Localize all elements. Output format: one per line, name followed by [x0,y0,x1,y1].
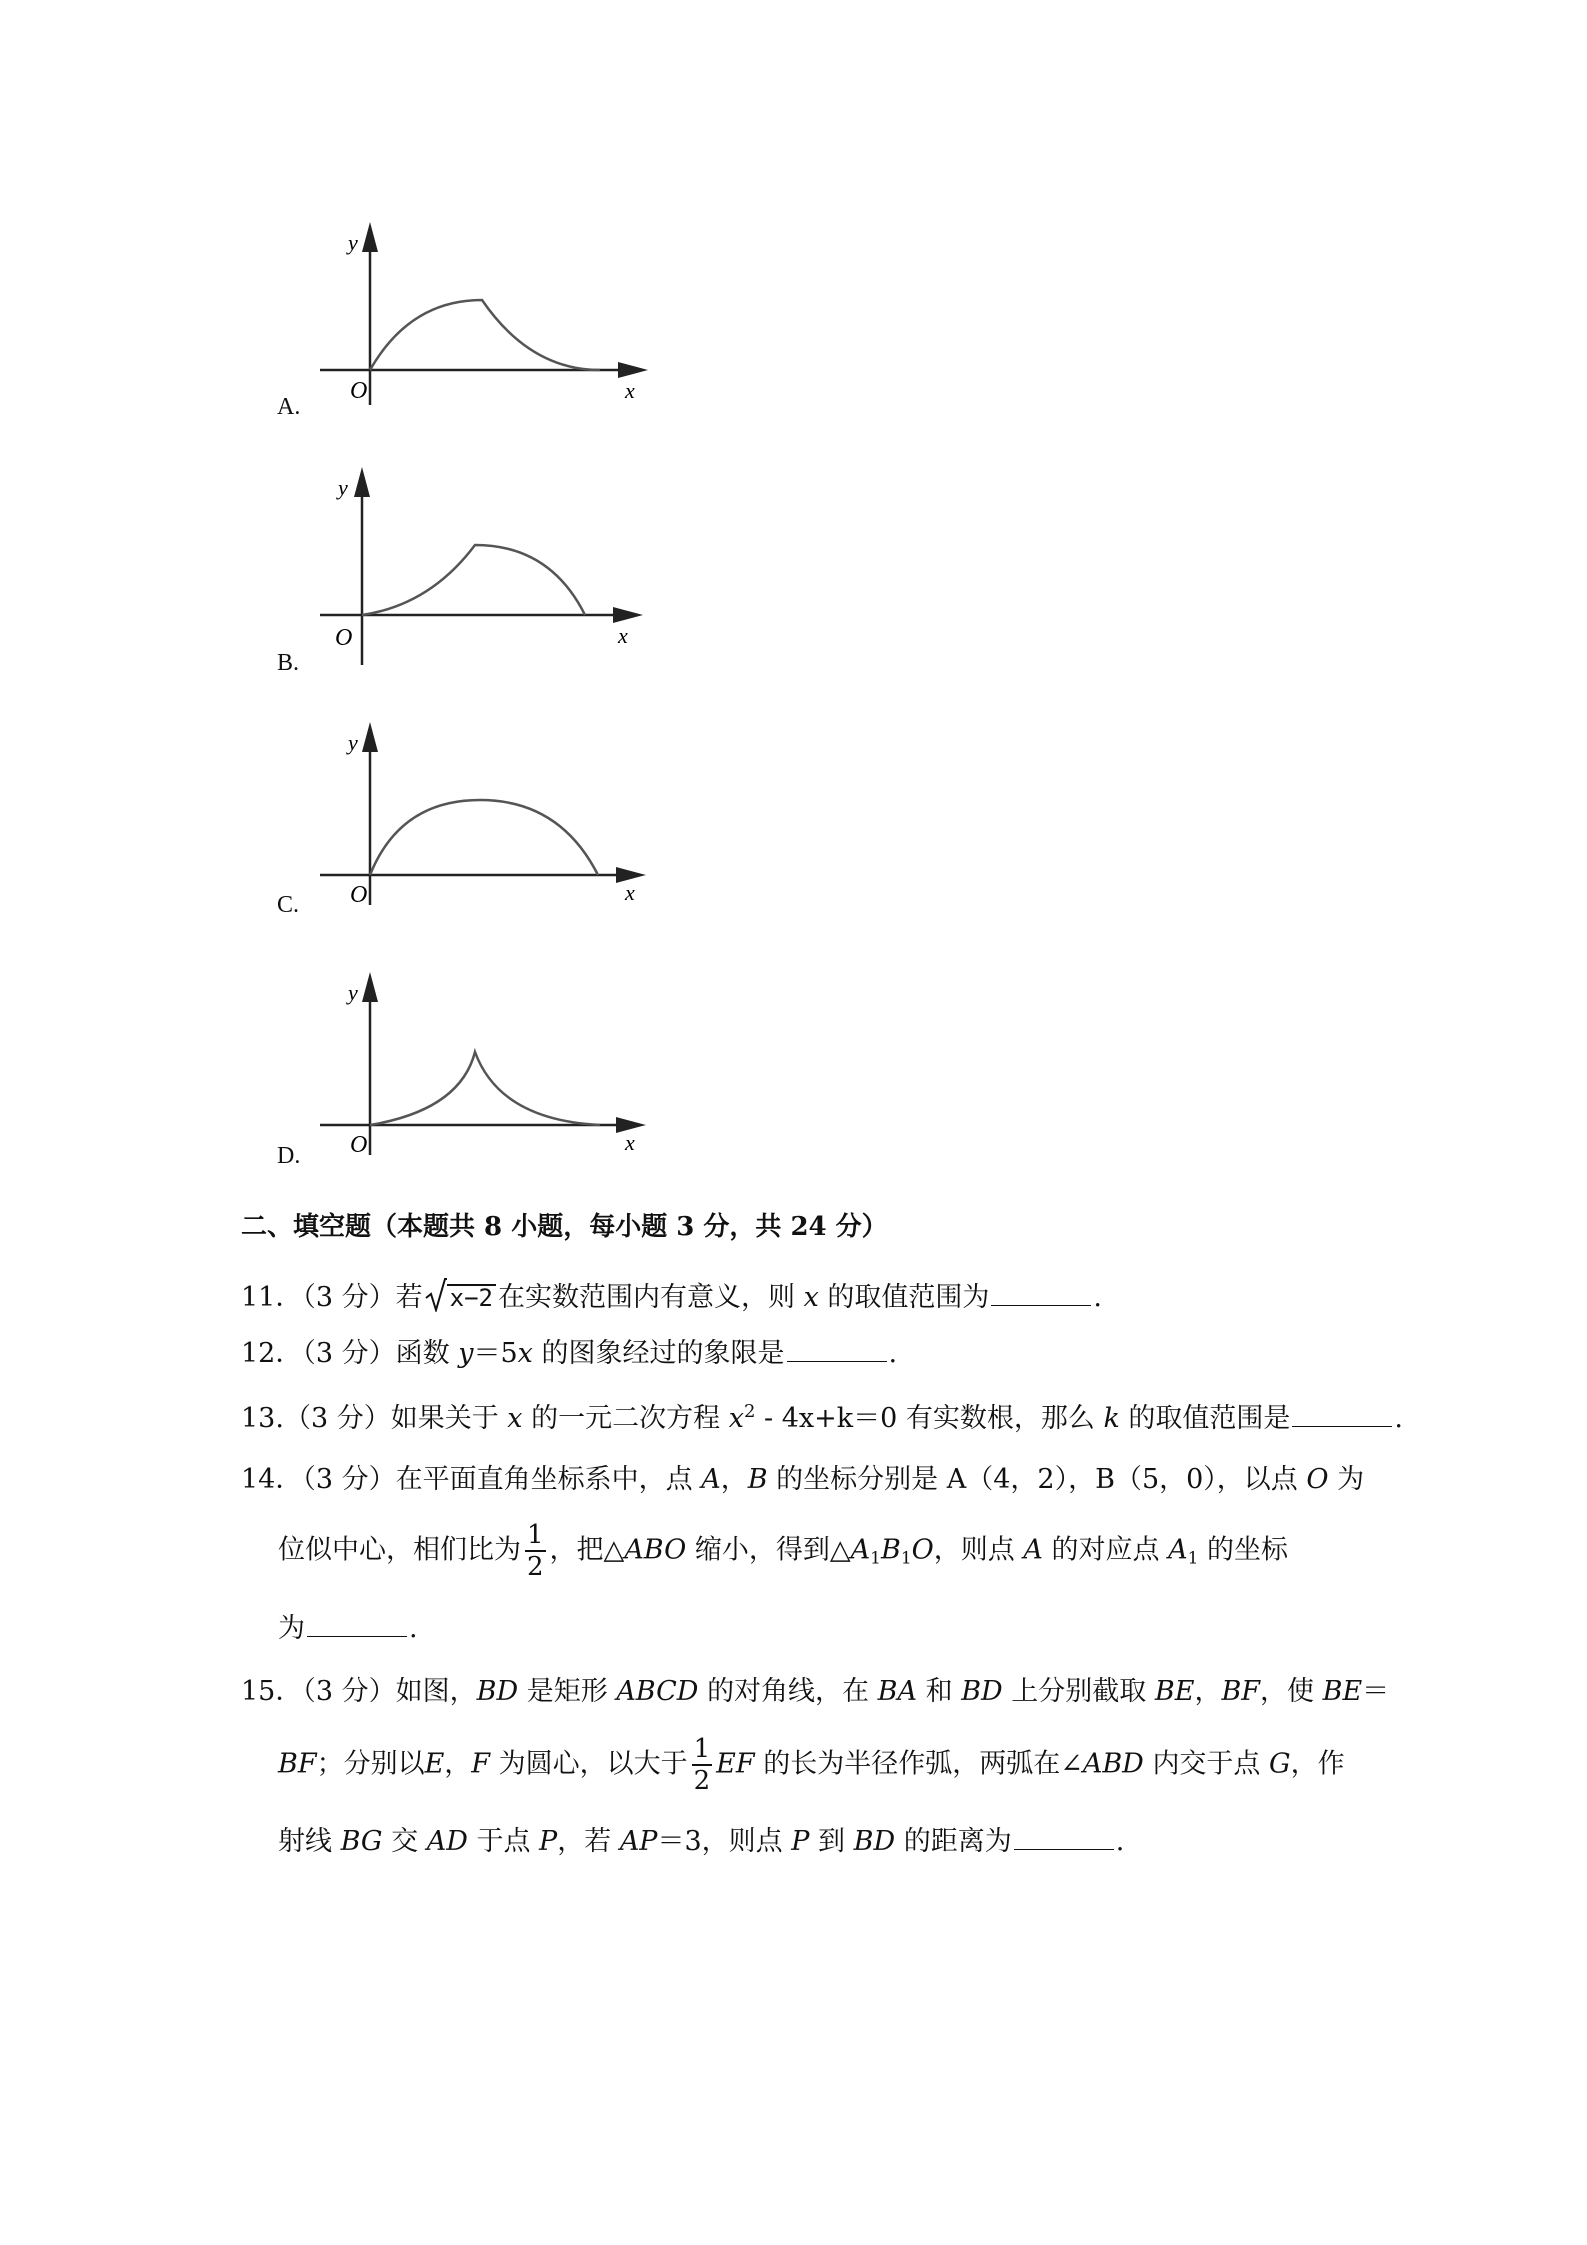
fraction-numerator: 1 [527,1520,544,1550]
answer-blank[interactable] [1014,1848,1114,1850]
sqrt-expression [425,1278,496,1312]
q15-l3g: 的距离为 [903,1826,1012,1857]
question-15-line-3 [278,1828,1124,1855]
answer-blank[interactable] [991,1304,1091,1306]
y-axis-label: y [338,475,348,500]
subscript: 1 [870,1548,881,1569]
fraction-numerator: 1 [693,1734,711,1764]
option-c-label[interactable]: C. [277,892,300,918]
q11-text: 在实数范围内有意义，则 [497,1282,795,1313]
q11-number: 11．（3 分）若 [241,1282,423,1313]
q13-text3: 的取值范围是 [1128,1403,1291,1434]
q13-equation: - 4x+k＝0 [755,1403,898,1434]
q15-t5: ， [1194,1676,1222,1707]
q15-p2: P [791,1826,810,1857]
q15-bg: BG [340,1826,383,1857]
y-axis-label: y [348,230,358,255]
q14-text-2a: 位似中心，相们比为 [278,1534,521,1566]
subscript: 1 [1187,1548,1199,1569]
q14-b1: B [880,1534,901,1566]
answer-blank[interactable] [307,1635,407,1637]
q15-e: E [424,1748,445,1780]
q15-ba: BA [877,1676,917,1707]
option-a-label[interactable]: A. [277,394,301,420]
q13-var: x [507,1403,523,1434]
question-14-line-1 [241,1466,1364,1493]
q15-p: P [539,1826,558,1857]
curve-a [370,300,600,370]
curve-d [370,1052,600,1125]
x-axis-label: x [618,623,628,648]
q14-end: . [409,1613,418,1644]
subscript: 1 [900,1548,912,1569]
q12-number: 12．（3 分）函数 [241,1338,450,1369]
q12-y: y [458,1338,474,1369]
q15-ap: AP [619,1826,658,1857]
q14-o: O [911,1534,934,1566]
radicand: x−2 [447,1284,496,1310]
q15-be: BE [1154,1676,1195,1707]
q11-var: x [803,1282,819,1313]
fraction-denominator: 2 [527,1552,544,1582]
q13-exponent: 2 [743,1401,756,1422]
q14-point-b: B [747,1464,768,1495]
q14-a1: A [850,1534,871,1566]
option-b-label[interactable]: B. [277,650,300,676]
option-d-label[interactable]: D. [277,1143,301,1169]
q15-f: F [471,1748,491,1780]
q12-eq: ＝5 [473,1338,518,1369]
q12-end: . [888,1338,898,1369]
q14-number: 14．（3 分）在平面直角坐标系中，点 [241,1464,693,1495]
graph-option-b [310,465,650,675]
q13-text: 的一元二次方程 [531,1403,721,1434]
origin-label: O [350,1132,368,1158]
section-title: 二、填空题（本题共 8 小题，每小题 3 分，共 24 分） [241,1212,888,1242]
q15-bd3: BD [853,1826,896,1857]
origin-label: O [350,882,368,908]
q14-text: 的坐标分别是 [776,1464,939,1495]
q15-abcd: ABCD [616,1676,699,1707]
q14-text-3: 为 [278,1613,305,1644]
q15-l3a: 射线 [278,1826,332,1857]
q14-text-c: 为 [1337,1464,1365,1495]
radical-sign-icon [425,1278,447,1312]
question-11 [241,1278,1102,1312]
curve-b [362,545,585,615]
q15-t7: ＝ [1362,1676,1390,1707]
q14-b-coord: B（5，0），以点 [1095,1464,1298,1495]
origin-label: O [335,625,353,651]
q14-point-a2: A [1023,1534,1043,1566]
q14-a-coord: A（4，2）， [946,1464,1096,1495]
q15-bd: BD [476,1676,519,1707]
q14-text-2d: ，则点 [933,1534,1015,1566]
q15-abd: ABD [1082,1748,1144,1780]
question-14-line-3 [278,1615,418,1642]
question-14-line-2 [278,1522,1288,1580]
q14-comma: ， [720,1464,748,1495]
q12-x: x [517,1338,533,1369]
q13-end: . [1394,1403,1404,1434]
q13-x: x [728,1403,744,1434]
fraction-denominator: 2 [693,1766,711,1796]
x-axis-label: x [625,1130,635,1155]
fraction-one-half [692,1736,713,1794]
question-12 [241,1340,897,1367]
q15-t1: 是矩形 [526,1676,608,1707]
y-axis-label: y [348,980,358,1005]
q15-bf: BF [1221,1676,1261,1707]
q14-triangle-abo: ABO [624,1534,687,1566]
q15-l2b: ；分别以 [316,1748,425,1780]
question-13 [241,1403,1403,1432]
x-axis-label: x [625,880,635,905]
q15-l2c: ， [444,1748,472,1780]
q14-text-2f: 的坐标 [1207,1534,1288,1566]
q13-number: 13.（3 分）如果关于 [241,1403,499,1434]
q15-l3f: 到 [818,1826,846,1857]
question-15-line-2 [278,1736,1345,1794]
answer-blank[interactable] [787,1360,887,1362]
q15-end: . [1115,1826,1125,1857]
question-15-line-1 [241,1678,1389,1705]
q15-bf-2: BF [278,1748,317,1780]
q15-l3e: ＝3，则点 [657,1826,783,1857]
q15-ef: EF [716,1748,755,1780]
q15-g: G [1269,1748,1291,1780]
q15-t6: ，使 [1260,1676,1315,1707]
q15-t2: 的对角线，在 [707,1676,870,1707]
graph-option-a [320,220,650,420]
q15-l2d: 为圆心，以大于 [498,1748,688,1780]
q15-l2g: ，作 [1290,1748,1345,1780]
y-axis-label: y [348,730,358,755]
curve-c [370,800,598,875]
q15-l3b: 交 [391,1826,419,1857]
q14-text-2e: 的对应点 [1051,1534,1160,1566]
q12-text: 的图象经过的象限是 [541,1338,785,1369]
graph-option-d [320,970,660,1170]
fraction-one-half [525,1522,546,1580]
q15-l3d: ，若 [557,1826,612,1857]
q15-t3: 和 [925,1676,953,1707]
q13-k: k [1103,1403,1120,1434]
q15-bd2: BD [961,1676,1003,1707]
q11-text2: 的取值范围为 [827,1282,990,1313]
q14-text-2c: 缩小，得到△ [694,1534,851,1566]
x-axis-label: x [625,378,635,403]
q11-end: . [1093,1282,1102,1313]
q14-point-a: A [701,1464,721,1495]
q15-l2f: 内交于点 [1152,1748,1261,1780]
q15-t4: 上分别截取 [1011,1676,1147,1707]
q15-ad: AD [426,1826,468,1857]
q14-point-a3: A [1168,1534,1188,1566]
q15-l3c: 于点 [476,1826,531,1857]
q14-text-2b: ，把△ [549,1534,625,1566]
answer-blank[interactable] [1292,1425,1392,1427]
graph-option-c [320,720,660,920]
q13-text2: 有实数根，那么 [905,1403,1095,1434]
origin-label: O [350,378,368,404]
q15-l2e: 的长为半径作弧，两弧在∠ [763,1748,1083,1780]
q15-be2: BE [1322,1676,1363,1707]
q14-point-o: O [1306,1464,1329,1495]
q15-number: 15．（3 分）如图， [241,1676,477,1707]
